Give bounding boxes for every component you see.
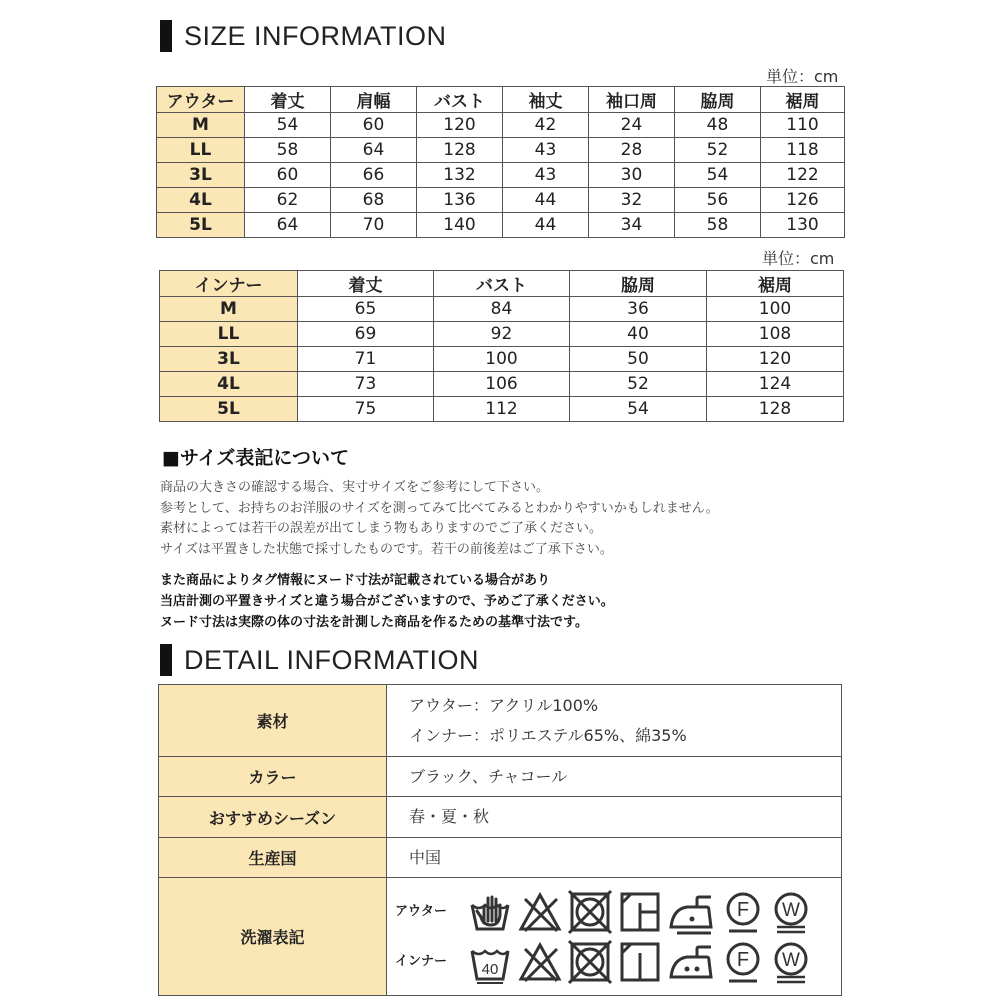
table-cell: 70 (331, 213, 417, 238)
material-line: インナー：ポリエステル65%、綿35% (409, 725, 687, 745)
detail-row-season (159, 797, 842, 838)
table-cell: 140 (417, 213, 503, 238)
table-cell: 40 (570, 322, 707, 347)
detail-row-wash (159, 878, 842, 996)
size-label-cell: 5L (160, 397, 298, 422)
outer-header-cell: 脇周 (675, 87, 761, 113)
outer-header-cell: 裾周 (761, 87, 845, 113)
size-notes-title: ■サイズ表記について (162, 447, 350, 469)
table-cell: 62 (245, 188, 331, 213)
table-cell: 120 (417, 113, 503, 138)
table-cell: 28 (589, 138, 675, 163)
outer-unit-label: 単位：cm (766, 67, 839, 86)
outer-header-cell: 袖口周 (589, 87, 675, 113)
size-label-cell: M (157, 113, 245, 138)
table-row (160, 372, 844, 397)
outer-header-row (157, 87, 845, 113)
size-label-cell: M (160, 297, 298, 322)
dry-clean-f-icon (721, 889, 765, 935)
table-cell: 120 (707, 347, 844, 372)
inner-header-cell: 脇周 (570, 271, 707, 297)
inner-header-cell: インナー (160, 271, 298, 297)
iron-low-icon (667, 889, 717, 935)
table-cell: 48 (675, 113, 761, 138)
table-cell: 68 (331, 188, 417, 213)
table-cell: 32 (589, 188, 675, 213)
no-bleach-icon (517, 939, 563, 985)
table-row (157, 188, 845, 213)
outer-header-cell: 袖丈 (503, 87, 589, 113)
wet-clean-w-letter: W (782, 949, 800, 971)
table-cell: 65 (298, 297, 434, 322)
color-value: ブラック、チャコール (387, 757, 842, 797)
no-tumble-dry-icon (567, 889, 613, 935)
table-cell: 56 (675, 188, 761, 213)
note-line: 商品の大きさの確認する場合、実寸サイズをご参考にして下さい。 (160, 480, 549, 495)
wash-temp-text: 40 (481, 960, 499, 978)
table-row (157, 138, 845, 163)
outer-header-cell: 肩幅 (331, 87, 417, 113)
wash-value (387, 878, 842, 996)
table-cell: 58 (245, 138, 331, 163)
season-label: おすすめシーズン (159, 797, 387, 838)
note-line: 参考として、お持ちのお洋服のサイズを測ってみて比べてみるとわかりやすいかもしれません。 (160, 500, 719, 516)
wash-40-icon (467, 939, 513, 985)
detail-row-origin (159, 838, 842, 878)
size-label-cell: LL (160, 322, 298, 347)
material-label: 素材 (159, 685, 387, 757)
inner-unit-label: 単位：cm (762, 249, 835, 268)
table-cell: 136 (417, 188, 503, 213)
wash-label: 洗濯表記 (159, 878, 387, 996)
table-cell: 110 (761, 113, 845, 138)
table-cell: 54 (245, 113, 331, 138)
hand-wash-icon (467, 889, 513, 935)
dry-clean-f-letter: F (736, 898, 750, 921)
table-cell: 52 (675, 138, 761, 163)
table-cell: 60 (331, 113, 417, 138)
table-cell: 118 (761, 138, 845, 163)
table-cell: 112 (434, 397, 570, 422)
table-row (160, 347, 844, 372)
table-cell: 54 (675, 163, 761, 188)
size-label-cell: 5L (157, 213, 245, 238)
table-row (160, 297, 844, 322)
drip-dry-shade-icon (617, 939, 663, 985)
inner-header-cell: バスト (434, 271, 570, 297)
color-label: カラー (159, 757, 387, 797)
origin-label: 生産国 (159, 838, 387, 878)
wet-clean-w-letter: W (782, 899, 800, 921)
table-cell: 128 (707, 397, 844, 422)
table-cell: 75 (298, 397, 434, 422)
table-cell: 54 (570, 397, 707, 422)
table-cell: 128 (417, 138, 503, 163)
size-label-cell: 3L (160, 347, 298, 372)
line-dry-shade-icon (617, 889, 663, 935)
table-cell: 124 (707, 372, 844, 397)
inner-header-row (160, 271, 844, 297)
table-cell: 44 (503, 188, 589, 213)
table-cell: 64 (331, 138, 417, 163)
wet-clean-w-icon (769, 939, 813, 985)
table-cell: 43 (503, 163, 589, 188)
size-label-cell: 3L (157, 163, 245, 188)
inner-header-cell: 着丈 (298, 271, 434, 297)
table-cell: 106 (434, 372, 570, 397)
note-line: サイズは平置きした状態で採寸したものです。若干の前後差はご了承下さい。 (160, 541, 613, 557)
table-cell: 30 (589, 163, 675, 188)
table-cell: 64 (245, 213, 331, 238)
table-row (160, 397, 844, 422)
note-bold-line: ヌード寸法は実際の体の寸法を計測した商品を作るための基準寸法です。 (160, 615, 588, 630)
table-cell: 66 (331, 163, 417, 188)
dry-clean-f-icon (721, 939, 765, 985)
wet-clean-w-icon (769, 889, 813, 935)
table-cell: 60 (245, 163, 331, 188)
detail-info-heading (160, 644, 479, 676)
detail-row-color (159, 757, 842, 797)
table-cell: 108 (707, 322, 844, 347)
size-notes-body (160, 478, 718, 560)
wash-row-outer (395, 887, 841, 937)
size-info-heading (160, 20, 447, 52)
table-cell: 69 (298, 322, 434, 347)
inner-size-table (159, 270, 844, 422)
detail-info-title: DETAIL INFORMATION (184, 644, 480, 675)
inner-header-cell: 裾周 (707, 271, 844, 297)
table-cell: 24 (589, 113, 675, 138)
table-cell: 44 (503, 213, 589, 238)
material-line: アウター：アクリル100% (409, 695, 599, 715)
table-cell: 52 (570, 372, 707, 397)
wash-inner-label: インナー (395, 953, 448, 969)
material-value (387, 685, 842, 757)
table-cell: 71 (298, 347, 434, 372)
table-cell: 100 (434, 347, 570, 372)
wash-outer-label: アウター (395, 903, 447, 919)
table-cell: 126 (761, 188, 845, 213)
detail-table (158, 684, 842, 996)
dry-clean-f-letter: F (736, 948, 750, 971)
table-cell: 84 (434, 297, 570, 322)
detail-row-material (159, 685, 842, 757)
size-info-title: SIZE INFORMATION (184, 20, 447, 51)
outer-size-table (156, 86, 845, 238)
no-tumble-dry-icon (567, 939, 613, 985)
wash-row-inner (395, 937, 841, 987)
nude-size-notes (160, 570, 614, 633)
table-row (157, 163, 845, 188)
note-bold-line: また商品によりタグ情報にヌード寸法が記載されている場合があり (160, 573, 551, 588)
table-row (160, 322, 844, 347)
note-line: 素材によっては若干の誤差が出てしまう物もありますのでご了承ください。 (160, 521, 603, 537)
note-bold-line: 当店計測の平置きサイズと違う場合がございますので、予めご了承ください。 (160, 594, 614, 609)
table-cell: 100 (707, 297, 844, 322)
table-cell: 132 (417, 163, 503, 188)
table-cell: 130 (761, 213, 845, 238)
no-bleach-icon (517, 889, 563, 935)
table-cell: 58 (675, 213, 761, 238)
iron-medium-icon (667, 939, 717, 985)
table-cell: 50 (570, 347, 707, 372)
table-row (157, 213, 845, 238)
table-cell: 34 (589, 213, 675, 238)
size-label-cell: 4L (157, 188, 245, 213)
heading-bar (160, 20, 172, 52)
heading-bar (160, 644, 172, 676)
table-cell: 36 (570, 297, 707, 322)
table-cell: 42 (503, 113, 589, 138)
outer-header-cell: バスト (417, 87, 503, 113)
table-cell: 92 (434, 322, 570, 347)
season-value: 春・夏・秋 (387, 797, 842, 838)
size-label-cell: 4L (160, 372, 298, 397)
size-label-cell: LL (157, 138, 245, 163)
table-row (157, 113, 845, 138)
table-cell: 43 (503, 138, 589, 163)
outer-header-cell: 着丈 (245, 87, 331, 113)
outer-header-cell: アウター (157, 87, 245, 113)
table-cell: 122 (761, 163, 845, 188)
origin-value: 中国 (387, 838, 842, 878)
table-cell: 73 (298, 372, 434, 397)
